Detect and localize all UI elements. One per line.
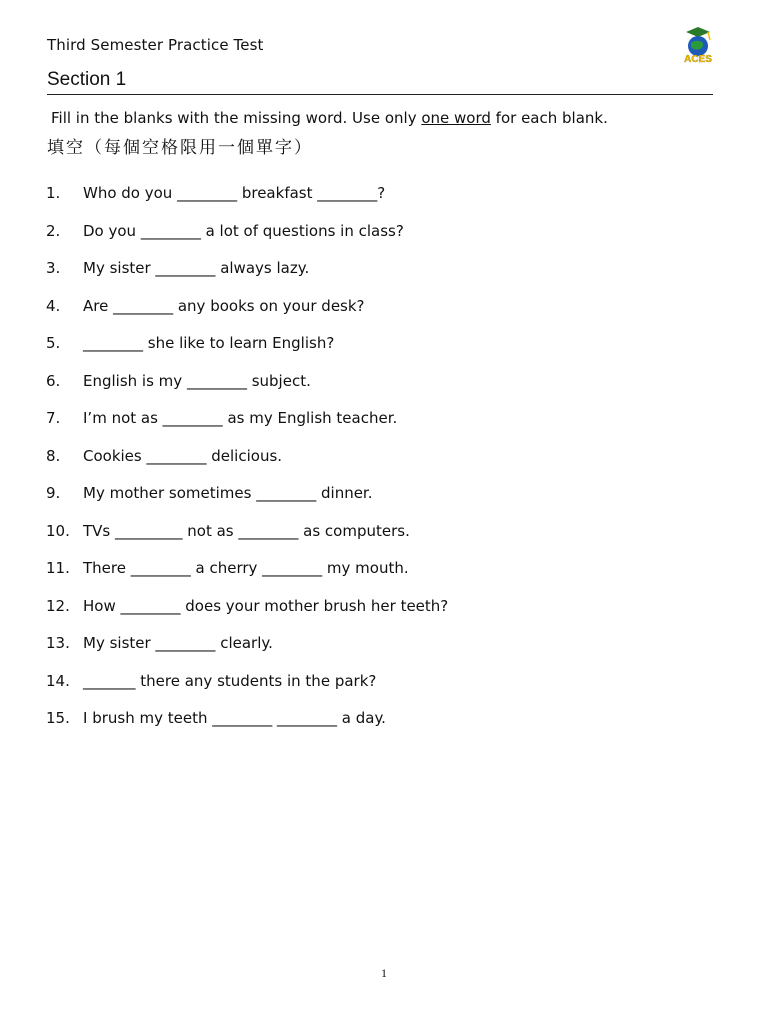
question-number: 5. <box>46 334 61 352</box>
question-number: 11. <box>46 559 70 577</box>
aces-logo <box>680 24 716 66</box>
instructions-chinese: 填空（每個空格限用一個單字） <box>47 138 313 158</box>
question-number: 6. <box>46 371 61 390</box>
question-text: Do you ________ a lot of questions in class? <box>83 221 404 240</box>
question-text: Cookies ________ delicious. <box>83 446 283 465</box>
question-item <box>46 222 448 260</box>
question-item <box>46 672 448 710</box>
question-number: 15. <box>46 709 70 727</box>
question-item <box>46 484 448 522</box>
question-item <box>46 297 448 335</box>
question-item <box>46 559 448 597</box>
question-item <box>46 334 448 372</box>
instructions-underlined: one word <box>421 109 491 127</box>
question-text: Who do you ________ breakfast ________? <box>83 184 386 202</box>
question-number: 7. <box>46 409 61 427</box>
question-number: 12. <box>46 596 70 615</box>
question-number: 14. <box>46 671 70 690</box>
logo-wordmark: ACES <box>684 54 712 65</box>
section-divider <box>47 94 713 95</box>
question-number: 2. <box>46 221 61 240</box>
question-number: 8. <box>46 446 61 465</box>
question-number: 9. <box>46 484 61 502</box>
question-text: My sister ________ clearly. <box>83 634 273 652</box>
question-text: How ________ does your mother brush her teeth? <box>83 596 449 615</box>
question-number: 1. <box>46 184 61 202</box>
instructions-text-before: Fill in the blanks with the missing word. Use only <box>51 109 422 127</box>
instructions-text-after: for each blank. <box>490 109 608 127</box>
question-item <box>46 709 448 747</box>
question-number: 4. <box>46 296 61 315</box>
question-item <box>46 184 448 222</box>
question-item <box>46 259 448 297</box>
question-text: Are ________ any books on your desk? <box>83 296 365 315</box>
question-text: ________ she like to learn English? <box>83 334 335 352</box>
question-item <box>46 634 448 672</box>
question-text: English is my ________ subject. <box>83 371 311 390</box>
page-number: 1 <box>381 966 387 980</box>
question-text: _______ there any students in the park? <box>83 671 377 690</box>
question-item <box>46 447 448 485</box>
question-number: 3. <box>46 259 61 277</box>
question-text: I’m not as ________ as my English teacher. <box>83 409 398 427</box>
question-text: TVs _________ not as ________ as computers. <box>83 521 410 540</box>
section-title: Section 1 <box>47 69 127 90</box>
question-text: My mother sometimes ________ dinner. <box>83 484 373 502</box>
question-number: 13. <box>46 634 70 652</box>
question-text: My sister ________ always lazy. <box>83 259 310 277</box>
question-text: There ________ a cherry ________ my mouth. <box>83 559 409 577</box>
instructions-english <box>51 109 608 127</box>
page-header-title: Third Semester Practice Test <box>47 36 264 54</box>
question-text: I brush my teeth ________ ________ a day. <box>83 709 386 727</box>
question-list <box>46 184 448 747</box>
question-item <box>46 372 448 410</box>
question-item <box>46 597 448 635</box>
question-item <box>46 522 448 560</box>
question-number: 10. <box>46 521 70 540</box>
question-item <box>46 409 448 447</box>
